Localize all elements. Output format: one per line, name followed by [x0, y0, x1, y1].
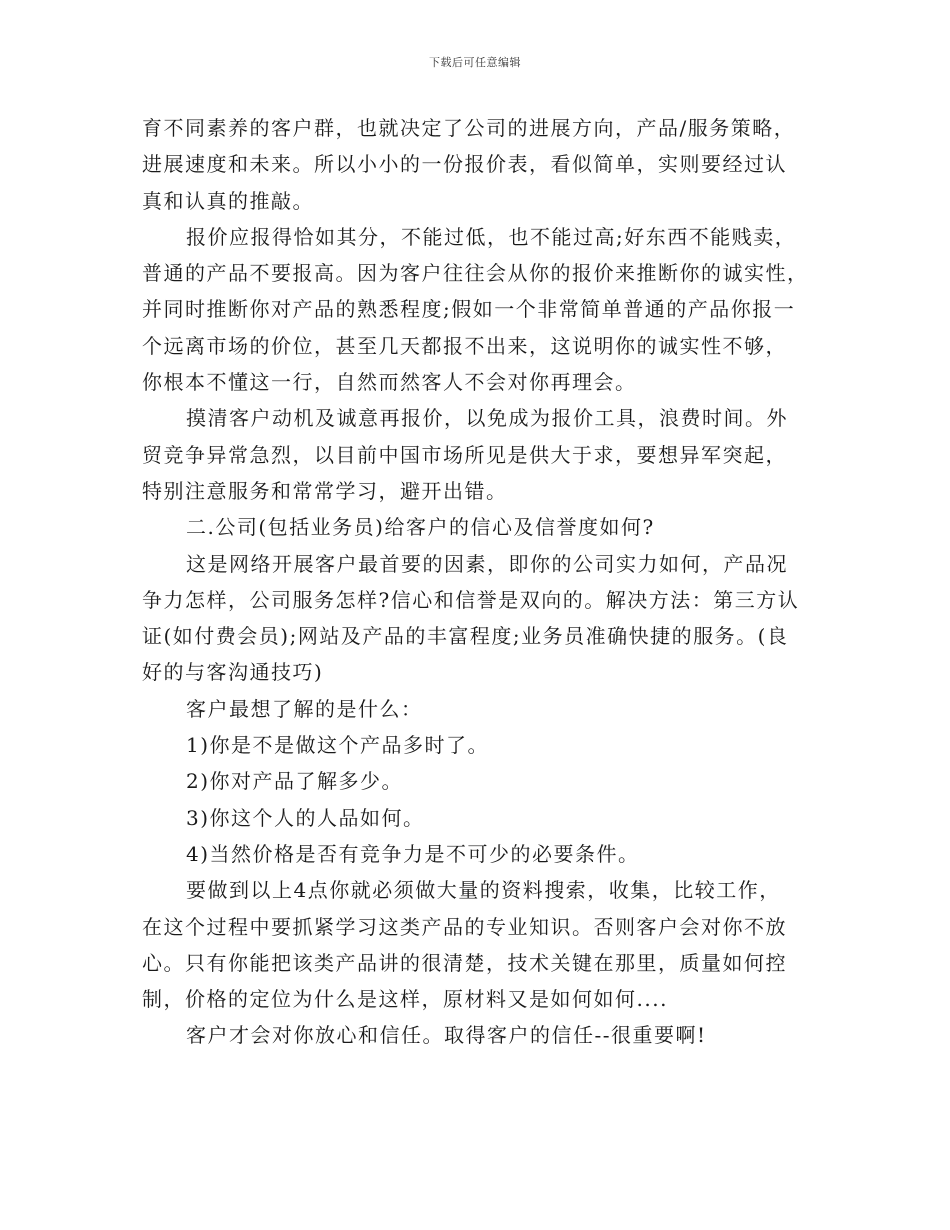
- text-line: 证(如付费会员);网站及产品的丰富程度;业务员准确快捷的服务。(良: [142, 624, 789, 649]
- text-line: 心。只有你能把该类产品讲的很清楚，技术关键在那里，质量如何控: [142, 950, 787, 975]
- text-line: 好的与客沟通技巧): [142, 660, 324, 685]
- text-line: 进展速度和未来。所以小小的一份报价表，看似简单，实则要经过认: [142, 152, 787, 177]
- text-line: 争力怎样，公司服务怎样?信心和信誉是双向的。解决方法：第三方认: [142, 587, 800, 612]
- text-line: 报价应报得恰如其分，不能过低，也不能过高;好东西不能贱卖，: [186, 224, 797, 249]
- text-line: 要做到以上4点你就必须做大量的资料搜索，收集，比较工作，: [186, 878, 781, 903]
- text-line: 客户才会对你放心和信任。取得客户的信任--很重要啊!: [186, 1023, 707, 1048]
- text-line: 3)你这个人的人品如何。: [186, 805, 425, 830]
- text-line: 个远离市场的价位，甚至几天都报不出来，这说明你的诚实性不够，: [142, 333, 787, 358]
- text-line: 真和认真的推敲。: [142, 188, 314, 213]
- document-body: [142, 110, 812, 1054]
- text-line: 制，价格的定位为什么是这样，原材料又是如何如何....: [142, 987, 668, 1012]
- page-header: 下载后可任意编辑: [429, 56, 521, 69]
- text-line: 你根本不懂这一行，自然而然客人不会对你再理会。: [142, 370, 637, 395]
- text-line: 摸清客户动机及诚意再报价，以免成为报价工具，浪费时间。外: [186, 406, 788, 431]
- text-line: 这是网络开展客户最首要的因素，即你的公司实力如何，产品况: [186, 551, 788, 576]
- text-line: 特别注意服务和常常学习，避开出错。: [142, 478, 508, 503]
- text-line: 二.公司(包括业务员)给客户的信心及信誉度如何?: [186, 515, 655, 540]
- text-line: 并同时推断你对产品的熟悉程度;假如一个非常简单普通的产品你报一: [142, 297, 796, 322]
- text-line: 普通的产品不要报高。因为客户往往会从你的报价来推断你的诚实性，: [142, 261, 809, 286]
- text-line: 2)你对产品了解多少。: [186, 769, 404, 794]
- text-line: 4)当然价格是否有竞争力是不可少的必要条件。: [186, 841, 640, 866]
- text-line: 在这个过程中要抓紧学习这类产品的专业知识。否则客户会对你不放: [142, 914, 787, 939]
- text-line: 客户最想了解的是什么：: [186, 696, 423, 721]
- text-line: 贸竞争异常急烈，以目前中国市场所见是供大于求，要想异军突起，: [142, 442, 787, 467]
- text-line: 育不同素养的客户群，也就决定了公司的进展方向，产品/服务策略，: [142, 116, 796, 140]
- text-line: 1)你是不是做这个产品多时了。: [186, 733, 490, 758]
